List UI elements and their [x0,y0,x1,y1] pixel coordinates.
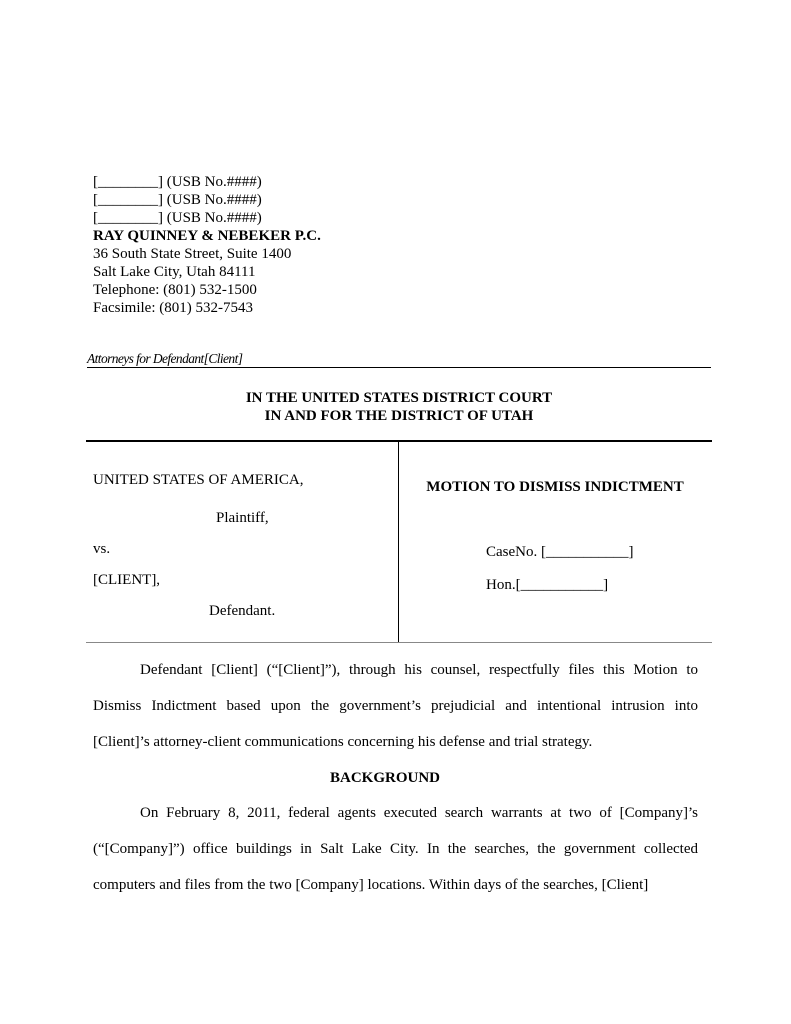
facsimile: Facsimile: (801) 532-7543 [93,300,253,316]
firm-name: RAY QUINNEY & NEBEKER P.C. [93,228,321,244]
attorney-line: [________] (USB No.####) [93,210,262,226]
court-title-line-2: IN AND FOR THE DISTRICT OF UTAH [264,408,534,424]
telephone: Telephone: (801) 532-1500 [93,282,257,298]
address-line-2: Salt Lake City, Utah 84111 [93,264,256,280]
paragraph-line: Defendant [Client] (“[Client]”), through his counsel, respectfully files this Motion to [140,662,698,678]
paragraph-line: On February 8, 2011, federal agents executed search warrants at two of [Company]’s [140,805,698,821]
defendant-role: Defendant. [209,603,276,619]
caption-bottom-rule [86,642,712,643]
section-heading-background: BACKGROUND [329,770,440,786]
motion-title: MOTION TO DISMISS INDICTMENT [426,479,684,495]
plaintiff-name: UNITED STATES OF AMERICA, [93,472,304,488]
paragraph-line: [Client]’s attorney-client communications concerning his defense and trial strategy. [93,734,593,750]
caption-divider [398,441,399,643]
defendant-name: [CLIENT], [93,572,161,588]
address-line-1: 36 South State Street, Suite 1400 [93,246,292,262]
paragraph-line: (“[Company]”) office buildings in Salt Lake City. In the searches, the government collected [93,841,698,857]
plaintiff-role: Plaintiff, [216,510,269,526]
attorney-block [93,173,321,317]
attorneys-for: Attorneys for Defendant[Client] [87,351,711,368]
attorney-line: [________] (USB No.####) [93,174,262,190]
judge-name: Hon.[___________] [486,577,609,593]
paragraph-line: computers and files from the two [Company] locations. Within days of the searches, [Client] [93,877,649,893]
attorney-line: [________] (USB No.####) [93,192,262,208]
caption-top-rule [86,440,712,442]
versus: vs. [93,541,111,557]
case-number: CaseNo. [___________] [486,544,634,560]
court-title [87,389,711,425]
paragraph-line: Dismiss Indictment based upon the government’s prejudicial and intentional intrusion into [93,698,698,714]
court-title-line-1: IN THE UNITED STATES DISTRICT COURT [245,390,553,406]
